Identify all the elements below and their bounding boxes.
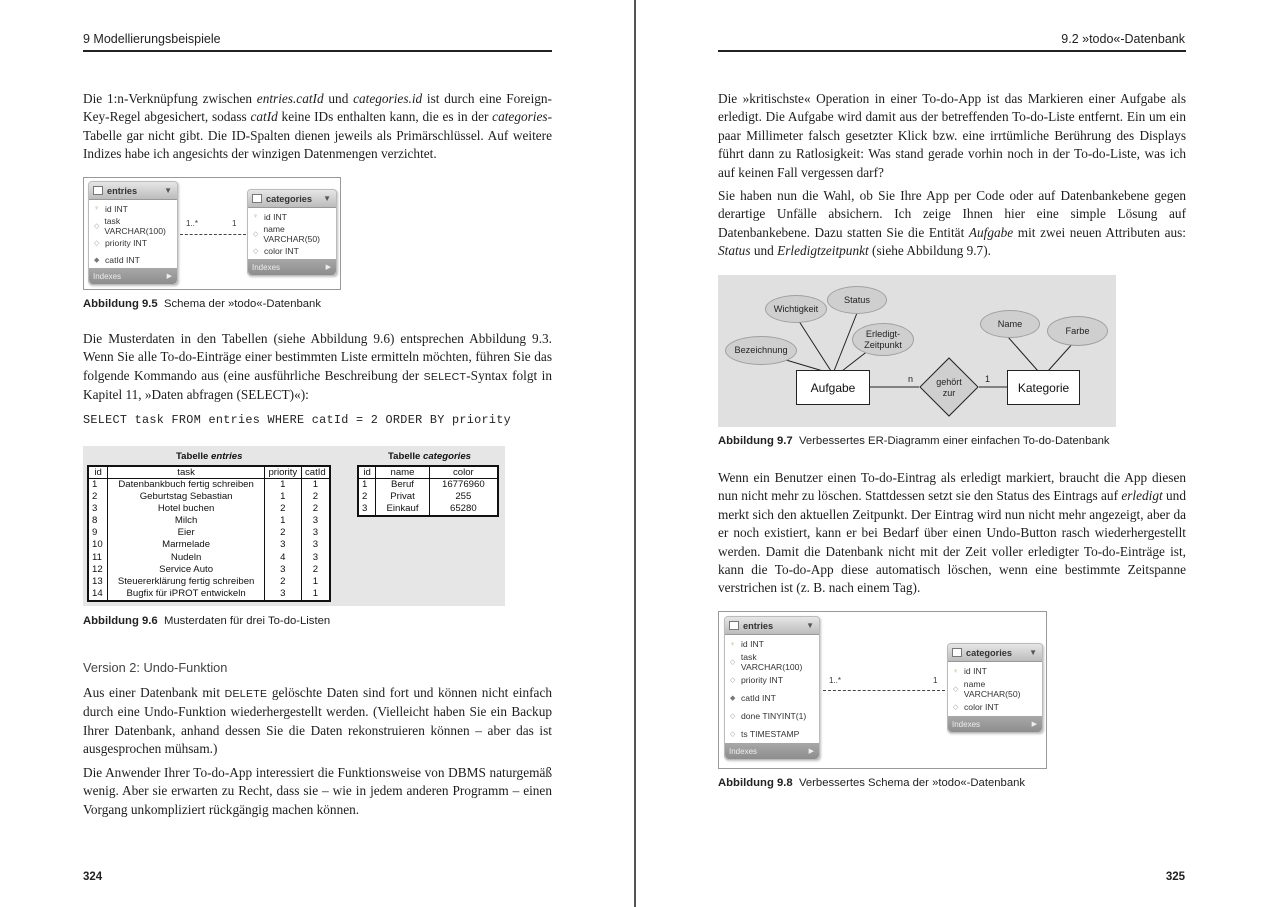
caption-fig-9-6: Abbildung 9.6 Musterdaten für drei To-do-Listen bbox=[83, 615, 331, 627]
field: priority INT bbox=[105, 237, 148, 248]
collapse-triangle-icon: ▼ bbox=[164, 186, 172, 195]
table-title: categories bbox=[966, 647, 1012, 658]
page-number-left: 324 bbox=[83, 871, 103, 883]
table-cell: 14 bbox=[88, 588, 108, 601]
table-row bbox=[88, 551, 330, 563]
caption-fig-9-5: Abbildung 9.5 Schema der »todo«-Datenbank bbox=[83, 298, 321, 310]
table-cell: 2 bbox=[301, 503, 330, 515]
field-diamond-icon: ◇ bbox=[730, 659, 736, 666]
table-row bbox=[88, 515, 330, 527]
table-row bbox=[88, 479, 330, 492]
caption-fig-9-7: Abbildung 9.7 Verbessertes ER-Diagramm einer einfachen To-do-Datenbank bbox=[718, 435, 1110, 447]
table-cell: Geburtstag Sebastian bbox=[108, 491, 265, 503]
paragraph-delete: Aus einer Datenbank mit DELETE gelöschte Daten sind fort und können nicht einfach durch eine Undo-Funktion wiederhergestellt werden. (Vielleicht haben Sie ein Backup Ihrer Datenbank, anhand dessen Sie die Daten rekonstruieren können – aber das ist ausgesprochen mühsam.) bbox=[83, 685, 552, 757]
field-diamond-icon: ◇ bbox=[730, 677, 736, 684]
table-cell: 1 bbox=[301, 588, 330, 601]
table-cell: 2 bbox=[88, 491, 108, 503]
attribute-wichtigkeit: Wichtigkeit bbox=[765, 295, 827, 323]
table-cell: 11 bbox=[88, 551, 108, 563]
attribute-farbe: Farbe bbox=[1047, 316, 1108, 346]
table-cell: 2 bbox=[358, 491, 376, 503]
entries-data-table bbox=[87, 465, 331, 602]
paragraph-critical-op: Die »kritischste« Operation in einer To-do-App ist das Markieren einer Aufgabe als erledigt. Die Aufgabe wird damit aus der betreffenden To-do-Liste entfernt. Ein um ein paar Millimeter falsch gesetzter Klick bzw. eine irrtümliche Berührung des Displays führt dann zu Ratlosigkeit: Was stand gerade vorhin noch in der To-do-Liste, was ich auf keinen Fall vergessen darf? bbox=[718, 91, 1186, 180]
table-title: entries bbox=[107, 185, 138, 196]
relation-line bbox=[180, 234, 246, 235]
indexes-label: Indexes bbox=[952, 719, 981, 729]
key-icon: ♀ bbox=[730, 640, 736, 648]
table-cell: 2 bbox=[264, 503, 301, 515]
field: id INT bbox=[264, 211, 287, 222]
field: priority INT bbox=[741, 675, 784, 685]
table-cell: 4 bbox=[264, 551, 301, 563]
field: catId INT bbox=[741, 693, 776, 703]
table-row bbox=[88, 576, 330, 588]
field: color INT bbox=[964, 702, 999, 712]
key-icon: ♀ bbox=[94, 205, 100, 212]
paragraph-marked-done: Wenn ein Benutzer einen To-do-Eintrag als erledigt markiert, braucht die App diesen nun nicht mehr zu löschen. Stattdessen setzt sie den Status des Eintrags auf erledigt und merkt sich den aktuellen Zeitpunkt. Der Eintrag wird nun nicht mehr angezeigt, aber da er noch existiert, kann er bei Bedarf über einen Undo-Button rasch wiederhergestellt werden. Damit die Datenbank nicht mit der Zeit voller erledigter To-do-Einträge ist, kann die To-do-App diese automatisch löschen, wenn eine bestimmte Zeitspanne verstrichen ist (z. B. nach einem Tag). bbox=[718, 470, 1186, 596]
right-page bbox=[636, 0, 1270, 907]
field: task VARCHAR(100) bbox=[740, 652, 803, 672]
er-diagram bbox=[718, 275, 1116, 427]
collapse-triangle-icon: ▼ bbox=[323, 194, 331, 203]
cardinality-one: 1 bbox=[933, 676, 938, 685]
attribute-erledigtzeitpunkt: Erledigt- Zeitpunkt bbox=[852, 323, 914, 356]
expand-triangle-icon: ▶ bbox=[325, 264, 331, 271]
field-diamond-icon: ◇ bbox=[953, 686, 959, 693]
left-page bbox=[0, 0, 634, 907]
table-cell: Marmelade bbox=[108, 539, 265, 551]
cardinality-n: n bbox=[908, 374, 914, 384]
paragraph-solution: Sie haben nun die Wahl, ob Sie Ihre App per Code oder auf Datenbankebene gegen derartige Unfälle absichern. Ich zeige Ihnen hier eine simple Lösung auf Datenbankebene. Dazu statten Sie die Entität Aufgabe mit zwei neuen Attributen aus: Status und Erledigtzeitpunkt (siehe Abbildung 9.7). bbox=[718, 188, 1186, 259]
paragraph-sample-data: Die Musterdaten in den Tabellen (siehe Abbildung 9.6) entsprechen Abbildung 9.3. Wenn Sie alle To-do-Einträge einer bestimmten Liste ermitteln möchten, führen Sie das folgende Kommando aus (eine ausführliche Beschreibung der SELECT-Syntax folgt in Kapitel 11, »Daten abfragen (SELECT)«): bbox=[83, 331, 552, 403]
table-cell: 2 bbox=[264, 576, 301, 588]
cardinality-one: 1 bbox=[232, 219, 237, 228]
table-row bbox=[88, 527, 330, 539]
table-cell: 255 bbox=[429, 491, 498, 503]
cardinality-many: 1..* bbox=[829, 676, 842, 685]
table-cell: Einkauf bbox=[376, 503, 429, 516]
field: task VARCHAR(100) bbox=[104, 215, 166, 236]
table-cell: Beruf bbox=[376, 479, 429, 492]
column-header: color bbox=[429, 466, 498, 479]
table-icon bbox=[252, 194, 262, 203]
table-cell: 65280 bbox=[429, 503, 498, 516]
field-diamond-icon: ◇ bbox=[730, 731, 736, 738]
table-cell: 2 bbox=[264, 527, 301, 539]
field: name VARCHAR(50) bbox=[963, 679, 1021, 699]
table-icon bbox=[729, 621, 739, 630]
table-row bbox=[88, 539, 330, 551]
collapse-triangle-icon: ▼ bbox=[806, 621, 814, 630]
relation-line bbox=[823, 690, 945, 691]
field: color INT bbox=[264, 245, 299, 256]
table-icon bbox=[952, 648, 962, 657]
table-cell: 1 bbox=[264, 479, 301, 492]
foreign-key-icon: ◆ bbox=[730, 695, 736, 702]
cardinality-1: 1 bbox=[985, 374, 991, 384]
table-row bbox=[88, 491, 330, 503]
table-cell: 3 bbox=[88, 503, 108, 515]
key-icon: ♀ bbox=[253, 213, 259, 220]
table-cell: 3 bbox=[301, 551, 330, 563]
table-row bbox=[88, 564, 330, 576]
field: ts TIMESTAMP bbox=[741, 729, 800, 739]
table-cell: 3 bbox=[301, 527, 330, 539]
table-cell: 13 bbox=[88, 576, 108, 588]
page-number-right: 325 bbox=[1165, 871, 1185, 883]
table-title: entries bbox=[743, 620, 774, 631]
categories-table-caption: Tabelle categories bbox=[388, 451, 472, 462]
attribute-status: Status bbox=[827, 286, 887, 314]
field-diamond-icon: ◇ bbox=[253, 230, 259, 238]
column-header: id bbox=[88, 466, 108, 479]
table-cell: 3 bbox=[358, 503, 376, 516]
caption-fig-9-8: Abbildung 9.8 Verbessertes Schema der »todo«-Datenbank bbox=[718, 777, 1026, 789]
table-cell: 2 bbox=[301, 564, 330, 576]
table-cell: 1 bbox=[264, 515, 301, 527]
indexes-label: Indexes bbox=[93, 271, 122, 281]
table-cell: Steuererklärung fertig schreiben bbox=[108, 576, 265, 588]
table-cell: 10 bbox=[88, 539, 108, 551]
table-cell: Eier bbox=[108, 527, 265, 539]
field-diamond-icon: ◇ bbox=[953, 704, 959, 711]
indexes-label: Indexes bbox=[252, 262, 281, 272]
expand-triangle-icon: ▶ bbox=[808, 748, 814, 755]
table-cell: Milch bbox=[108, 515, 265, 527]
paragraph-fk: Die 1:n-Verknüpfung zwischen entries.catId und categories.id ist durch eine Foreign-Key-Regel abgesichert, sodass catId keine IDs enthalten kann, die es in der categories-Tabelle gar nicht gibt. Die ID-Spalten dienen jeweils als Primärschlüssel. Auf weitere Indizes habe ich angesichts der winzigen Datenmengen verzichtet. bbox=[83, 91, 552, 162]
table-cell: 3 bbox=[301, 539, 330, 551]
expand-triangle-icon: ▶ bbox=[1031, 721, 1037, 728]
table-cell: 12 bbox=[88, 564, 108, 576]
table-icon bbox=[93, 186, 103, 195]
paragraph-users: Die Anwender Ihrer To-do-App interessiert die Funktionsweise von DBMS naturgemäß wenig. Aber sie erwarten zu Recht, dass sie – wie in jedem anderen Programm – einen Vorgang unkompliziert rückgängig machen können. bbox=[83, 765, 552, 817]
field-diamond-icon: ◇ bbox=[94, 222, 100, 230]
table-cell: 3 bbox=[264, 564, 301, 576]
field: done TINYINT(1) bbox=[741, 711, 807, 721]
field-diamond-icon: ◇ bbox=[253, 247, 259, 255]
table-row bbox=[358, 503, 498, 516]
table-cell: Bugfix für iPROT entwickeln bbox=[108, 588, 265, 601]
running-header-right: 9.2 »todo«-Datenbank bbox=[1061, 32, 1185, 46]
table-cell: 3 bbox=[264, 588, 301, 601]
table-cell: 3 bbox=[264, 539, 301, 551]
table-row bbox=[358, 491, 498, 503]
column-header: priority bbox=[264, 466, 301, 479]
entries-table-caption: Tabelle entries bbox=[176, 451, 243, 462]
column-header: id bbox=[358, 466, 376, 479]
table-cell: Service Auto bbox=[108, 564, 265, 576]
expand-triangle-icon: ▶ bbox=[166, 273, 172, 280]
collapse-triangle-icon: ▼ bbox=[1029, 648, 1037, 657]
categories-data-table bbox=[357, 465, 499, 517]
table-title: categories bbox=[266, 193, 312, 204]
table-cell: Datenbankbuch fertig schreiben bbox=[108, 479, 265, 492]
running-header-left: 9 Modellierungsbeispiele bbox=[83, 32, 221, 46]
relationship-label: gehört zur bbox=[936, 377, 962, 398]
indexes-label: Indexes bbox=[729, 746, 758, 756]
table-cell: 1 bbox=[264, 491, 301, 503]
table-cell: 16776960 bbox=[429, 479, 498, 492]
cardinality-many: 1..* bbox=[186, 219, 199, 228]
table-cell: 3 bbox=[301, 515, 330, 527]
header-rule bbox=[83, 50, 552, 52]
column-header: catId bbox=[301, 466, 330, 479]
categories-table-box bbox=[947, 643, 1043, 733]
field: id INT bbox=[105, 203, 128, 214]
table-row bbox=[88, 503, 330, 515]
table-cell: 9 bbox=[88, 527, 108, 539]
table-cell: 1 bbox=[358, 479, 376, 492]
attribute-bezeichnung: Bezeichnung bbox=[725, 336, 797, 365]
column-header: task bbox=[108, 466, 265, 479]
table-cell: Hotel buchen bbox=[108, 503, 265, 515]
field-diamond-icon: ◇ bbox=[94, 239, 100, 247]
field-diamond-icon: ◇ bbox=[730, 713, 736, 720]
schema-diagram-basic bbox=[83, 177, 341, 290]
table-cell: Privat bbox=[376, 491, 429, 503]
field: name VARCHAR(50) bbox=[263, 223, 320, 244]
table-cell: 2 bbox=[301, 491, 330, 503]
table-cell: Nudeln bbox=[108, 551, 265, 563]
table-row bbox=[358, 479, 498, 492]
header-rule bbox=[718, 50, 1186, 52]
entries-table-box bbox=[724, 616, 820, 760]
field: id INT bbox=[964, 666, 987, 676]
section-heading: Version 2: Undo-Funktion bbox=[83, 660, 228, 675]
key-icon: ♀ bbox=[953, 667, 959, 675]
attribute-name: Name bbox=[980, 310, 1040, 338]
sql-code: SELECT task FROM entries WHERE catId = 2 ORDER BY priority bbox=[83, 413, 511, 427]
table-row bbox=[88, 588, 330, 601]
table-cell: 1 bbox=[301, 576, 330, 588]
field: catId INT bbox=[105, 254, 140, 265]
table-cell: 1 bbox=[301, 479, 330, 492]
categories-table-box bbox=[247, 189, 337, 276]
entity-kategorie: Kategorie bbox=[1007, 370, 1080, 405]
entries-table-box bbox=[88, 181, 178, 285]
table-cell: 8 bbox=[88, 515, 108, 527]
column-header: name bbox=[376, 466, 429, 479]
entity-aufgabe: Aufgabe bbox=[796, 370, 870, 405]
foreign-key-icon: ◆ bbox=[94, 256, 100, 264]
schema-diagram-improved bbox=[718, 611, 1047, 769]
field: id INT bbox=[741, 639, 764, 649]
table-cell: 1 bbox=[88, 479, 108, 492]
